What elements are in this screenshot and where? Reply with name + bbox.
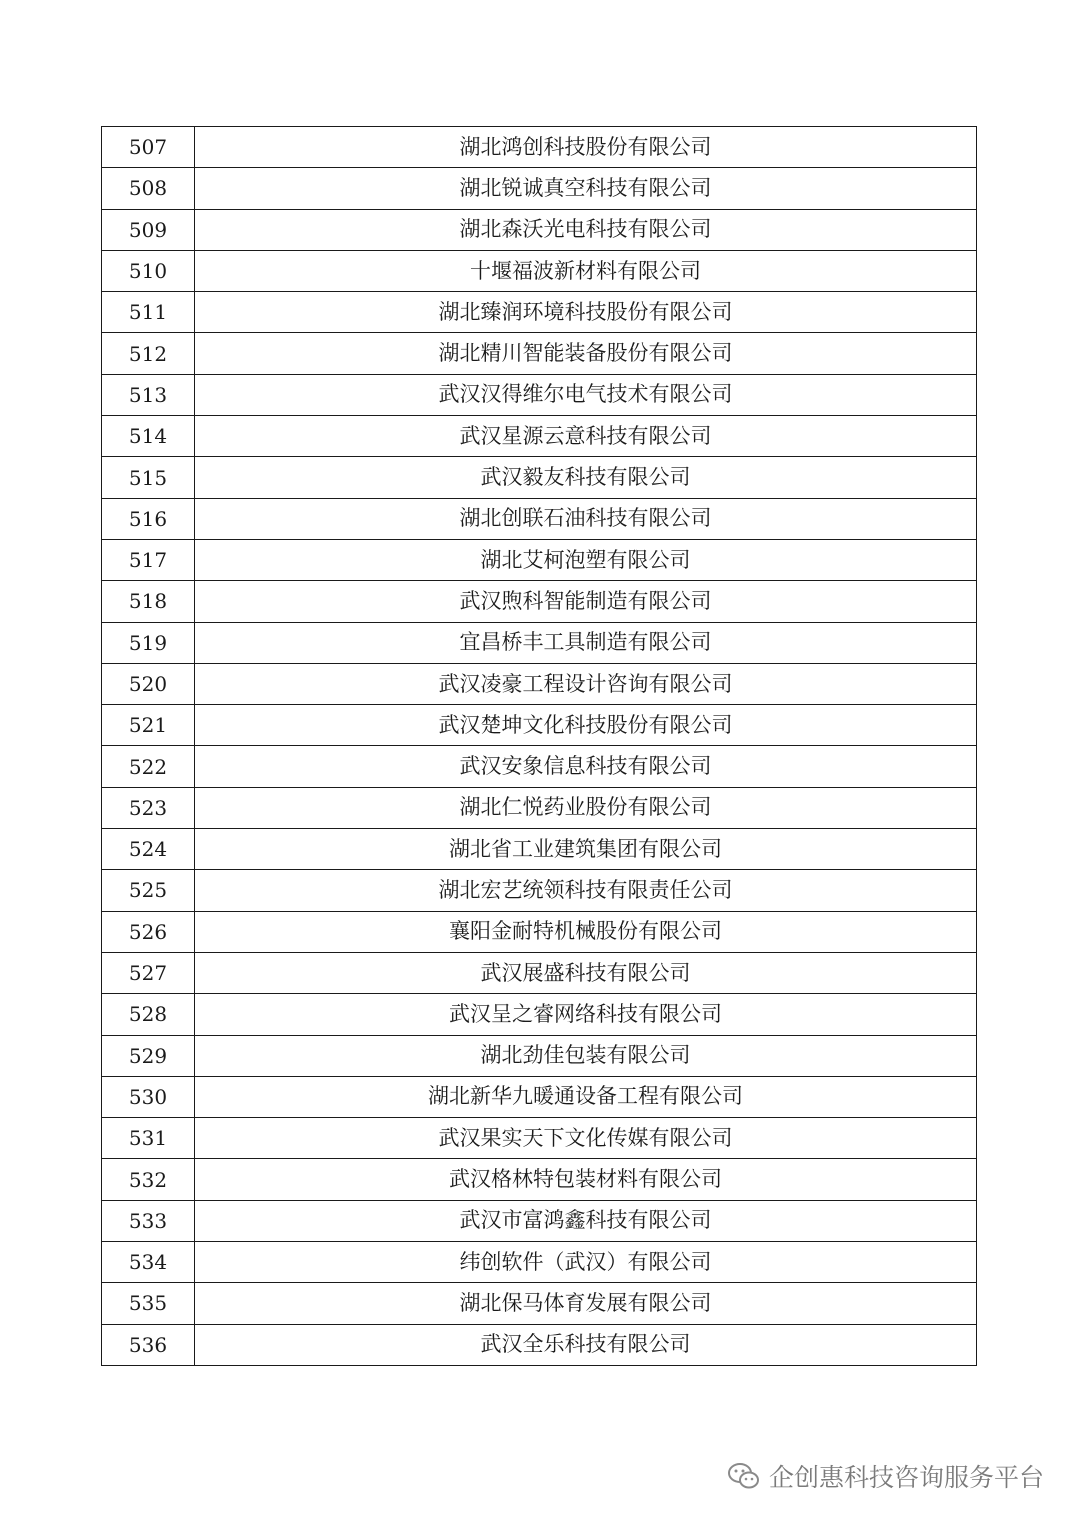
row-number: 514 — [102, 416, 195, 457]
row-number: 513 — [102, 374, 195, 415]
company-name: 武汉凌豪工程设计咨询有限公司 — [195, 663, 977, 704]
table-row — [102, 539, 977, 580]
row-number: 533 — [102, 1200, 195, 1241]
row-number: 508 — [102, 168, 195, 209]
table-row — [102, 416, 977, 457]
row-number: 531 — [102, 1118, 195, 1159]
row-number: 518 — [102, 581, 195, 622]
table-row — [102, 498, 977, 539]
table-row — [102, 1283, 977, 1324]
row-number: 521 — [102, 705, 195, 746]
row-number: 510 — [102, 250, 195, 291]
table-row — [102, 333, 977, 374]
table-row — [102, 829, 977, 870]
table-row — [102, 870, 977, 911]
company-name: 湖北鸿创科技股份有限公司 — [195, 127, 977, 168]
row-number: 511 — [102, 292, 195, 333]
table-row — [102, 705, 977, 746]
table-row — [102, 1035, 977, 1076]
watermark-text: 企创惠科技咨询服务平台 — [768, 1463, 1044, 1492]
company-name: 襄阳金耐特机械股份有限公司 — [195, 911, 977, 952]
table-row — [102, 374, 977, 415]
row-number: 515 — [102, 457, 195, 498]
table-row — [102, 746, 977, 787]
row-number: 532 — [102, 1159, 195, 1200]
company-name: 武汉呈之睿网络科技有限公司 — [195, 994, 977, 1035]
row-number: 535 — [102, 1283, 195, 1324]
company-name: 湖北宏艺统领科技有限责任公司 — [195, 870, 977, 911]
row-number: 519 — [102, 622, 195, 663]
company-name: 湖北精川智能装备股份有限公司 — [195, 333, 977, 374]
company-name: 湖北劲佳包装有限公司 — [195, 1035, 977, 1076]
table-row — [102, 1076, 977, 1117]
company-name: 武汉格林特包装材料有限公司 — [195, 1159, 977, 1200]
table-row — [102, 1242, 977, 1283]
table-row — [102, 787, 977, 828]
company-name: 十堰福波新材料有限公司 — [195, 250, 977, 291]
row-number: 522 — [102, 746, 195, 787]
company-name: 湖北创联石油科技有限公司 — [195, 498, 977, 539]
table-row — [102, 292, 977, 333]
row-number: 523 — [102, 787, 195, 828]
table-row — [102, 1324, 977, 1365]
company-name: 湖北森沃光电科技有限公司 — [195, 209, 977, 250]
row-number: 526 — [102, 911, 195, 952]
table-row — [102, 168, 977, 209]
company-name: 武汉展盛科技有限公司 — [195, 952, 977, 993]
company-name: 武汉果实天下文化传媒有限公司 — [195, 1118, 977, 1159]
row-number: 524 — [102, 829, 195, 870]
row-number: 536 — [102, 1324, 195, 1365]
table-row — [102, 1118, 977, 1159]
company-name: 武汉煦科智能制造有限公司 — [195, 581, 977, 622]
company-name: 武汉毅友科技有限公司 — [195, 457, 977, 498]
row-number: 507 — [102, 127, 195, 168]
table-body — [102, 127, 977, 1366]
table-row — [102, 1200, 977, 1241]
company-name: 纬创软件（武汉）有限公司 — [195, 1242, 977, 1283]
table-row — [102, 994, 977, 1035]
company-name: 武汉安象信息科技有限公司 — [195, 746, 977, 787]
company-name: 湖北省工业建筑集团有限公司 — [195, 829, 977, 870]
row-number: 509 — [102, 209, 195, 250]
company-name: 武汉汉得维尔电气技术有限公司 — [195, 374, 977, 415]
table-row — [102, 1159, 977, 1200]
company-name: 湖北仁悦药业股份有限公司 — [195, 787, 977, 828]
table-row — [102, 622, 977, 663]
table-row — [102, 663, 977, 704]
watermark — [727, 1458, 1044, 1494]
company-list-table — [101, 126, 977, 1366]
company-name: 武汉楚坤文化科技股份有限公司 — [195, 705, 977, 746]
row-number: 516 — [102, 498, 195, 539]
company-name: 武汉星源云意科技有限公司 — [195, 416, 977, 457]
row-number: 528 — [102, 994, 195, 1035]
table-row — [102, 250, 977, 291]
company-name: 武汉市富鸿鑫科技有限公司 — [195, 1200, 977, 1241]
row-number: 525 — [102, 870, 195, 911]
company-name: 湖北锐诚真空科技有限公司 — [195, 168, 977, 209]
row-number: 529 — [102, 1035, 195, 1076]
table-row — [102, 581, 977, 622]
table-row — [102, 952, 977, 993]
company-name: 宜昌桥丰工具制造有限公司 — [195, 622, 977, 663]
company-name: 武汉全乐科技有限公司 — [195, 1324, 977, 1365]
wechat-icon — [727, 1462, 761, 1490]
row-number: 512 — [102, 333, 195, 374]
row-number: 530 — [102, 1076, 195, 1117]
table-row — [102, 457, 977, 498]
table-row — [102, 209, 977, 250]
table-row — [102, 127, 977, 168]
row-number: 534 — [102, 1242, 195, 1283]
table-row — [102, 911, 977, 952]
row-number: 527 — [102, 952, 195, 993]
company-name: 湖北臻润环境科技股份有限公司 — [195, 292, 977, 333]
company-name: 湖北艾柯泡塑有限公司 — [195, 539, 977, 580]
row-number: 517 — [102, 539, 195, 580]
company-name: 湖北新华九暖通设备工程有限公司 — [195, 1076, 977, 1117]
company-name: 湖北保马体育发展有限公司 — [195, 1283, 977, 1324]
row-number: 520 — [102, 663, 195, 704]
